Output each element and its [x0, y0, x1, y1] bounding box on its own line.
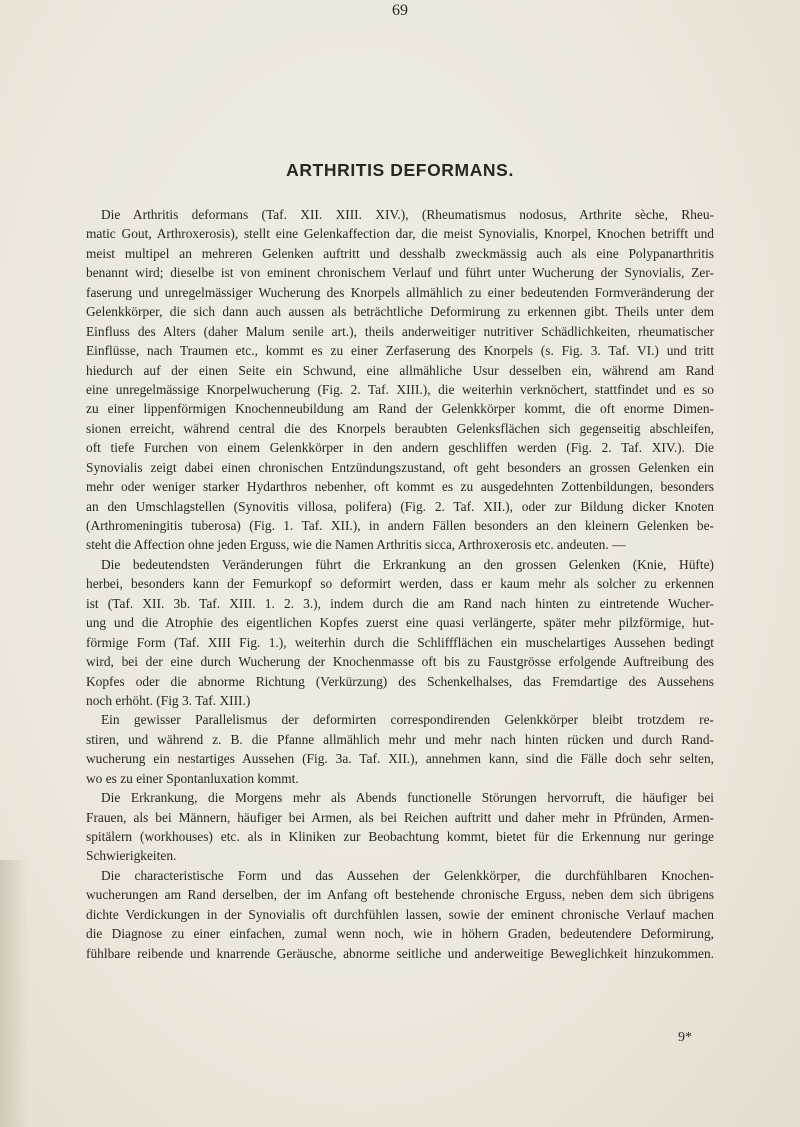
text-line: oft tiefe Furchen von einem Gelenkkörper in den andern geschliffen werden (Fig. 2. Taf. XIV.). Die — [86, 440, 714, 456]
text-line: die Diagnose zu einer einfachen, zumal wenn noch, wie in höhern Graden, bedeutendere Deformirung, — [86, 926, 714, 942]
text-line: spitälern (workhouses) etc. als in Kliniken zur Beobachtung kommt, bietet für die Erkennung nur geringe — [86, 829, 714, 844]
text-line: fühlbare reibende und knarrende Geräusche, abnorme seitliche und anderweitige Beweglichkeit hinzukommen. — [86, 945, 714, 961]
text-line: benannt wird; dieselbe ist von eminent chronischem Verlauf und führt unter Wucherung der Synovialis, Zer- — [86, 265, 714, 281]
text-line: (Arthromeningitis tuberosa) (Fig. 1. Taf. XII.), in andern Fällen besonders an den kleinern Gelenken be- — [86, 518, 714, 533]
signature-mark: 9* — [678, 1030, 692, 1045]
text-line: förmige Form (Taf. XIII Fig. 1.), weiterhin durch die Schliffflächen ein muschelartiges Aussehen bedingt — [86, 634, 714, 650]
text-line: Kopfes oder die abnorme Richtung (Verkürzung) des Schenkelhalses, das Fremdartige des Aussehens — [86, 673, 714, 689]
text-line: dichte Verdickungen in der Synovialis oft durchfühlen lassen, sowie der eminent chronische Verlauf machen — [86, 906, 714, 922]
text-line: an den Umschlagstellen (Synovitis villosa, polifera) (Fig. 2. Taf. XII.), oder zur Bildung dicker Knoten — [86, 498, 714, 514]
text-line: meist multipel an mehreren Gelenken auftritt und desshalb zweckmässig auch als eine Polypanarthritis — [86, 245, 714, 261]
text-line: stiren, und während z. B. die Pfanne allmählich mehr und mehr nach hinten rücken und durch Rand- — [86, 731, 714, 747]
text-line: Die Erkrankung, die Morgens mehr als Abends functionelle Störungen hervorruft, die häufiger bei — [101, 790, 714, 806]
text-line: wucherungen am Rand derselben, der im Anfang oft bestehende chronische Erguss, neben dem sich übrigens — [86, 887, 714, 903]
text-line: zu einer lippenförmigen Knochenneubildung am Rand der Gelenkkörper kommt, die oft enorme Dimen- — [86, 401, 714, 417]
text-line: Schwierigkeiten. — [86, 848, 177, 864]
chapter-title: ARTHRITIS DEFORMANS. — [286, 160, 514, 180]
text-line: Einflüsse, nach Traumen etc., kommt es zu einer Zerfaserung des Knorpels (s. Fig. 3. Taf. VI.) und tritt — [86, 343, 714, 359]
page-number: 69 — [392, 2, 408, 19]
text-line: Frauen, als bei Männern, häufiger bei Armen, als bei Reichen auftritt und daher mehr in Pfründen, Armen- — [86, 809, 714, 825]
text-line: ung und die Atrophie des eigentlichen Kopfes zuerst eine quasi verlängerte, später mehr pilzförmige, hut- — [86, 615, 714, 631]
text-line: steht die Affection ohne jeden Erguss, wie die Namen Arthritis sicca, Arthroxerosis etc. andeuten. — — [86, 537, 626, 553]
text-line: wo es zu einer Spontanluxation kommt. — [86, 770, 299, 786]
text-line: wird, bei der eine durch Wucherung der Knochenmasse oft bis zu Faustgrösse erfolgende Auftreibung des — [86, 654, 714, 670]
text-line: wucherung ein nestartiges Aussehen (Fig. 3a. Taf. XII.), annehmen kann, sind die Fälle doch sehr selten, — [86, 751, 714, 767]
text-line: Gelenkkörper, die sich dann auch aussen als beträchtliche Deformirung zu erkennen gibt. Theils unter dem — [86, 304, 714, 320]
text-line: ist (Taf. XII. 3b. Taf. XIII. 1. 2. 3.), indem durch die am Rand nach hinten zu eintretende Wucher- — [86, 595, 714, 611]
text-line: Die characteristische Form und das Aussehen der Gelenkkörper, die durchfühlbaren Knochen- — [101, 867, 714, 883]
text-line: Einfluss des Alters (daher Malum senile art.), theils anderweitiger nutritiver Schädlichkeiten, rheumatischer — [86, 323, 714, 339]
text-line: faserung und unregelmässiger Wucherung des Knorpels allmählich zu einer bedeutenden Formveränderung der — [86, 284, 714, 300]
text-line: mehr oder weniger starker Hydarthros nebenher, oft kommt es zu ausgedehnten Zottenbildungen, besonders — [86, 479, 714, 495]
text-line: Synovialis zeigt dabei einen chronischen Entzündungszustand, oft geht besonders an grossen Gelenken ein — [86, 459, 714, 475]
text-line: sionen erreicht, während central die des Knorpels beraubten Gelenksflächen sich gegenseitig abschleifen, — [86, 420, 714, 436]
text-line: matic Gout, Arthroxerosis), stellt eine Gelenkaffection dar, die meist Synovialis, Knorpel, Knochen betrifft und — [86, 226, 714, 242]
text-line: eine unregelmässige Knorpelwucherung (Fig. 2. Taf. XIII.), die weiterhin verknöchert, stattfindet und es so — [86, 381, 714, 397]
text-line: Die bedeutendsten Veränderungen führt die Erkrankung an den grossen Gelenken (Knie, Hüfte) — [101, 556, 714, 572]
text-line: Ein gewisser Parallelismus der deformirten correspondirenden Gelenkkörper bleibt trotzdem re- — [101, 712, 714, 728]
text-line: Die Arthritis deformans (Taf. XII. XIII. XIV.), (Rheumatismus nodosus, Arthrite sèche, Rheu- — [101, 207, 714, 222]
text-line: herbei, besonders kann der Femurkopf so deformirt werden, dass er kaum mehr als solcher zu erkennen — [86, 576, 714, 592]
page-edge-shadow — [0, 860, 28, 1127]
body-text — [86, 205, 714, 963]
text-line: hiedurch auf der einen Seite ein Schwund, eine allmähliche Usur desselben ein, während am Rand — [86, 362, 714, 378]
text-line: noch erhöht. (Fig 3. Taf. XIII.) — [86, 692, 251, 708]
